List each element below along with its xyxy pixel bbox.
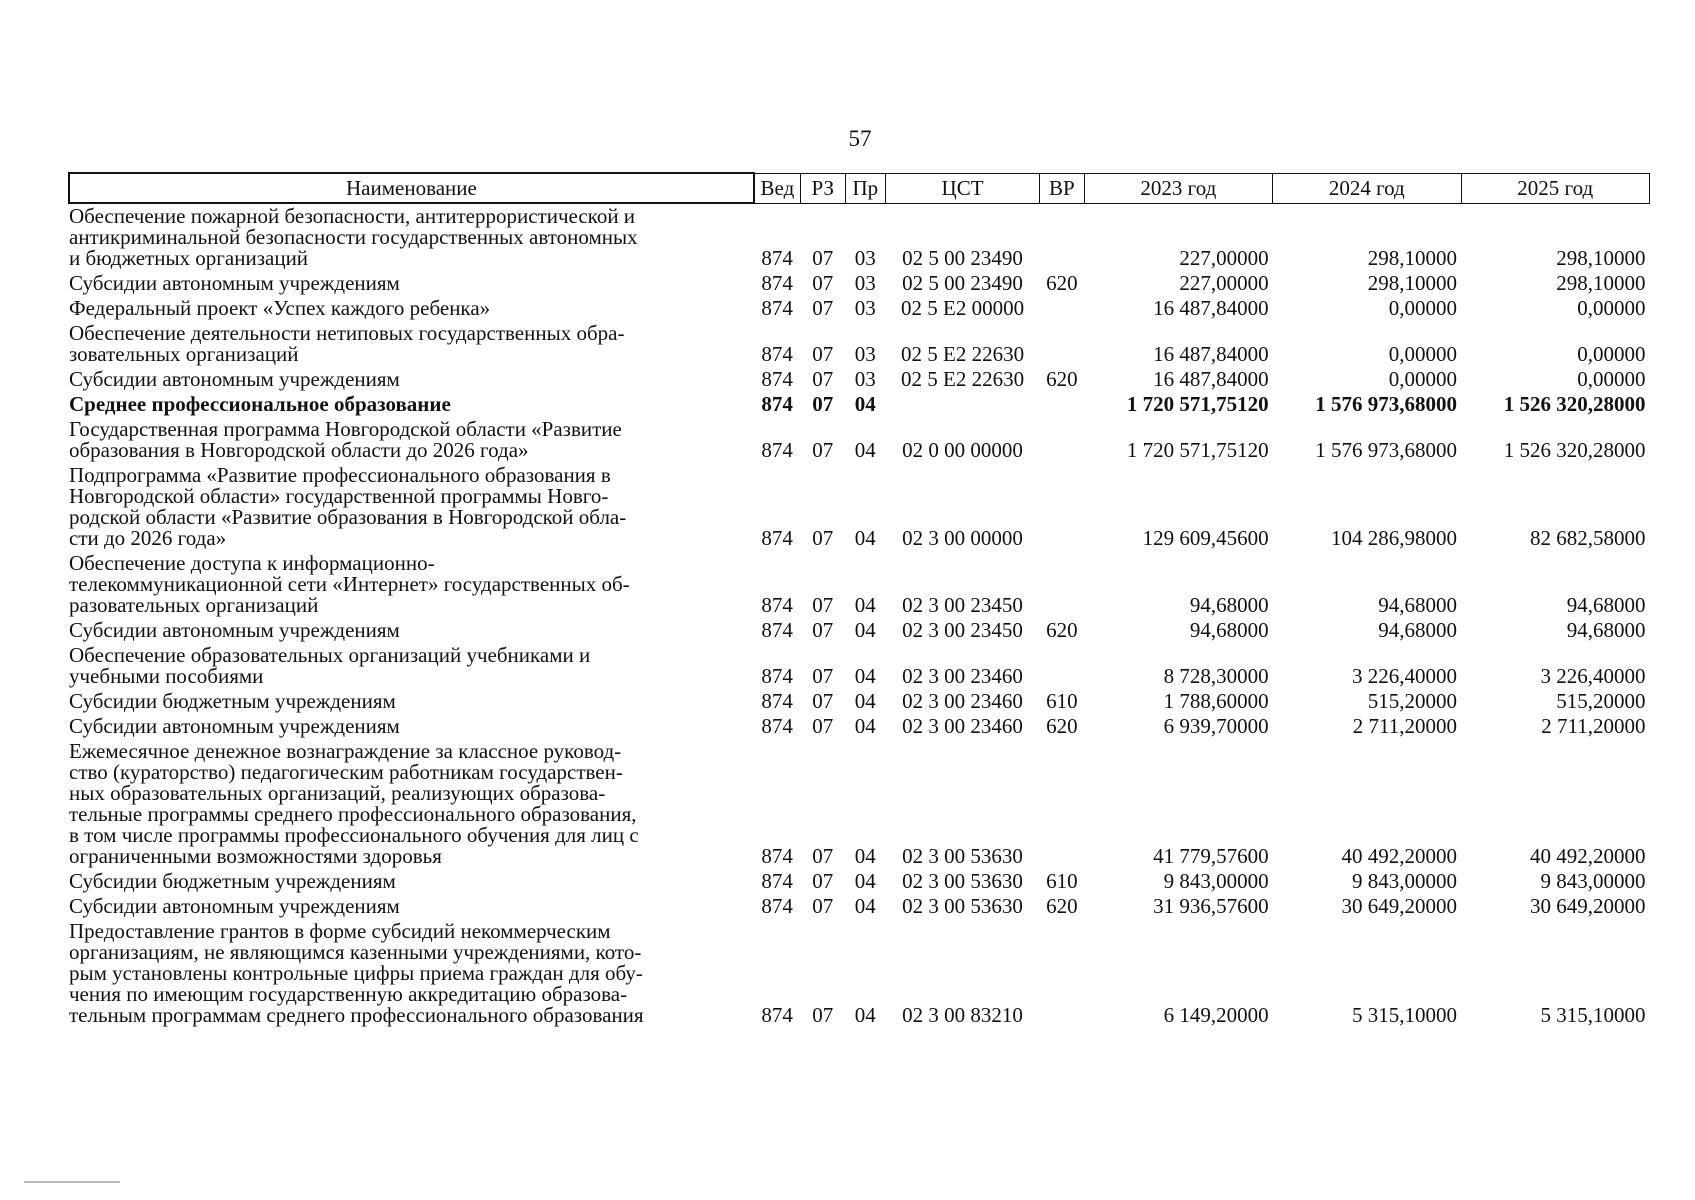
cell-ved: 874 xyxy=(761,593,793,617)
cell-2024: 298,10000 xyxy=(1367,271,1457,295)
cell-2023: 1 788,60000 xyxy=(1163,689,1269,713)
cell-cst: 02 3 00 23450 xyxy=(902,618,1023,642)
cell-2023: 94,68000 xyxy=(1189,593,1269,617)
cell-cst: 02 5 E2 00000 xyxy=(901,296,1025,320)
cell-2025: 298,10000 xyxy=(1556,271,1646,295)
cell-pr: 04 xyxy=(854,1003,876,1027)
cell-ved: 874 xyxy=(761,246,793,270)
cell-2025: 94,68000 xyxy=(1566,618,1646,642)
cell-2023: 1 720 571,75120 xyxy=(1126,392,1269,416)
cell-pr: 04 xyxy=(854,618,876,642)
cell-name: Субсидии автономным учреждениям xyxy=(69,714,400,738)
cell-2023: 1 720 571,75120 xyxy=(1126,438,1269,462)
cell-2023: 16 487,84000 xyxy=(1153,296,1269,320)
cell-cst: 02 5 00 23490 xyxy=(902,246,1023,270)
cell-ved: 874 xyxy=(761,714,793,738)
header-2025: 2025 год xyxy=(1461,173,1650,203)
cell-2025: 1 526 320,28000 xyxy=(1503,438,1646,462)
cell-2024: 298,10000 xyxy=(1367,246,1457,270)
table-body xyxy=(69,203,1650,1028)
cell-pr: 03 xyxy=(854,342,876,366)
cell-rz: 07 xyxy=(812,664,834,688)
cell-pr: 03 xyxy=(854,271,876,295)
cell-rz: 07 xyxy=(812,894,834,918)
cell-2024: 9 843,00000 xyxy=(1352,869,1457,893)
cell-2024: 40 492,20000 xyxy=(1341,844,1457,868)
cell-name: Субсидии автономным учреждениям xyxy=(69,618,400,642)
table-row xyxy=(69,643,1650,689)
cell-rz: 07 xyxy=(812,526,834,550)
cell-vr xyxy=(1040,551,1085,618)
cell-rz: 07 xyxy=(812,342,834,366)
table-row xyxy=(69,271,1650,296)
cell-2025: 3 226,40000 xyxy=(1540,664,1646,688)
cell-2025: 2 711,20000 xyxy=(1541,714,1646,738)
cell-vr xyxy=(1040,203,1085,271)
cell-2024: 30 649,20000 xyxy=(1341,894,1457,918)
table-row xyxy=(69,739,1650,869)
table-row xyxy=(69,463,1650,551)
cell-rz: 07 xyxy=(812,246,834,270)
cell-cst: 02 5 00 23490 xyxy=(902,271,1023,295)
cell-2024: 0,00000 xyxy=(1388,367,1457,391)
table-row xyxy=(69,392,1650,417)
cell-ved: 874 xyxy=(761,342,793,366)
cell-name: Обеспечение образовательных организаций учебниками и учебными пособиями xyxy=(69,643,591,688)
page-number: 57 xyxy=(848,126,872,151)
cell-vr: 620 xyxy=(1046,714,1078,738)
cell-pr: 04 xyxy=(854,689,876,713)
cell-2024: 104 286,98000 xyxy=(1331,526,1457,550)
cell-vr: 620 xyxy=(1046,894,1078,918)
cell-pr: 04 xyxy=(854,593,876,617)
cell-2023: 9 843,00000 xyxy=(1163,869,1269,893)
header-pr: Пр xyxy=(845,173,886,203)
cell-vr xyxy=(1040,739,1085,869)
cell-pr: 04 xyxy=(854,526,876,550)
header-rz: РЗ xyxy=(800,173,845,203)
cell-vr xyxy=(1040,919,1085,1028)
cell-cst: 02 5 E2 22630 xyxy=(901,367,1025,391)
cell-cst xyxy=(886,392,1040,417)
cell-2025: 9 843,00000 xyxy=(1540,869,1646,893)
cell-pr: 03 xyxy=(854,246,876,270)
cell-2023: 94,68000 xyxy=(1189,618,1269,642)
cell-cst: 02 3 00 00000 xyxy=(902,526,1023,550)
cell-2023: 227,00000 xyxy=(1179,271,1269,295)
cell-2023: 16 487,84000 xyxy=(1153,342,1269,366)
cell-2023: 6 149,20000 xyxy=(1163,1003,1269,1027)
cell-2023: 129 609,45600 xyxy=(1142,526,1269,550)
cell-pr: 04 xyxy=(854,438,876,462)
header-name: Наименование xyxy=(69,173,754,203)
cell-2023: 6 939,70000 xyxy=(1163,714,1269,738)
cell-rz: 07 xyxy=(812,844,834,868)
cell-vr xyxy=(1040,643,1085,689)
cell-ved: 874 xyxy=(761,844,793,868)
cell-cst: 02 3 00 53630 xyxy=(902,894,1023,918)
table-row xyxy=(69,919,1650,1028)
cell-ved: 874 xyxy=(761,664,793,688)
table-row xyxy=(69,296,1650,321)
cell-2023: 227,00000 xyxy=(1179,246,1269,270)
cell-cst: 02 5 E2 22630 xyxy=(901,342,1025,366)
table-row xyxy=(69,869,1650,894)
table-row xyxy=(69,689,1650,714)
cell-2024: 94,68000 xyxy=(1378,618,1457,642)
cell-pr: 04 xyxy=(854,392,876,416)
cell-pr: 04 xyxy=(854,714,876,738)
cell-ved: 874 xyxy=(761,367,793,391)
cell-2024: 2 711,20000 xyxy=(1352,714,1457,738)
cell-2023: 16 487,84000 xyxy=(1153,367,1269,391)
cell-2024: 0,00000 xyxy=(1388,296,1457,320)
cell-cst: 02 3 00 53630 xyxy=(902,869,1023,893)
cell-vr xyxy=(1040,392,1085,417)
cell-ved: 874 xyxy=(761,526,793,550)
cell-ved: 874 xyxy=(761,296,793,320)
cell-2025: 82 682,58000 xyxy=(1530,526,1646,550)
cell-rz: 07 xyxy=(812,1003,834,1027)
cell-rz: 07 xyxy=(812,296,834,320)
header-cst: ЦСТ xyxy=(886,173,1040,203)
cell-2025: 0,00000 xyxy=(1577,342,1646,366)
cell-cst: 02 3 00 83210 xyxy=(902,1003,1023,1027)
cell-2025: 0,00000 xyxy=(1577,367,1646,391)
cell-name: Субсидии автономным учреждениям xyxy=(69,271,400,295)
cell-2024: 0,00000 xyxy=(1388,342,1457,366)
cell-name: Субсидии автономным учреждениям xyxy=(69,367,400,391)
cell-name: Субсидии бюджетным учреждениям xyxy=(69,869,396,893)
cell-ved: 874 xyxy=(761,869,793,893)
header-2024: 2024 год xyxy=(1273,173,1461,203)
cell-vr xyxy=(1040,463,1085,551)
cell-name: Обеспечение пожарной безопасности, антитеррористической и антикриминальной безопасности государственных автономных и бюджетных организаций xyxy=(69,204,638,270)
table-header-row xyxy=(69,173,1650,203)
cell-vr: 610 xyxy=(1046,689,1078,713)
cell-2025: 298,10000 xyxy=(1556,246,1646,270)
cell-rz: 07 xyxy=(812,271,834,295)
cell-vr: 620 xyxy=(1046,367,1078,391)
cell-pr: 04 xyxy=(854,894,876,918)
cell-rz: 07 xyxy=(812,618,834,642)
table-row xyxy=(69,714,1650,739)
scan-artifact-line xyxy=(24,1181,120,1183)
cell-cst: 02 3 00 23460 xyxy=(902,689,1023,713)
cell-vr xyxy=(1040,417,1085,463)
cell-rz: 07 xyxy=(812,869,834,893)
cell-name: Государственная программа Новгородской области «Развитие образования в Новгородской области до 2026 года» xyxy=(69,417,622,462)
cell-2025: 0,00000 xyxy=(1577,296,1646,320)
cell-ved: 874 xyxy=(761,392,793,416)
cell-name: Субсидии автономным учреждениям xyxy=(69,894,400,918)
cell-2025: 94,68000 xyxy=(1566,593,1646,617)
cell-vr: 620 xyxy=(1046,618,1078,642)
table-row xyxy=(69,203,1650,271)
cell-rz: 07 xyxy=(812,438,834,462)
cell-cst: 02 3 00 23460 xyxy=(902,664,1023,688)
cell-pr: 04 xyxy=(854,869,876,893)
cell-ved: 874 xyxy=(761,689,793,713)
cell-2024: 1 576 973,68000 xyxy=(1315,438,1457,462)
cell-2023: 8 728,30000 xyxy=(1163,664,1269,688)
cell-2025: 515,20000 xyxy=(1556,689,1646,713)
cell-name: Субсидии бюджетным учреждениям xyxy=(69,689,396,713)
cell-name: Подпрограмма «Развитие профессионального образования в Новгородской области» государственной программы Новго- родской области «Развитие образования в Новгородской обла- сти до 2026 года» xyxy=(69,463,627,550)
cell-2024: 515,20000 xyxy=(1367,689,1457,713)
cell-vr: 620 xyxy=(1046,271,1078,295)
cell-pr: 03 xyxy=(854,367,876,391)
cell-vr xyxy=(1040,321,1085,367)
cell-cst: 02 0 00 00000 xyxy=(902,438,1023,462)
cell-name: Обеспечение деятельности нетиповых государственных обра- зовательных организаций xyxy=(69,321,625,366)
cell-rz: 07 xyxy=(812,593,834,617)
cell-rz: 07 xyxy=(812,367,834,391)
cell-rz: 07 xyxy=(812,689,834,713)
cell-cst: 02 3 00 53630 xyxy=(902,844,1023,868)
table-row xyxy=(69,321,1650,367)
header-2023: 2023 год xyxy=(1084,173,1272,203)
cell-ved: 874 xyxy=(761,618,793,642)
cell-2025: 1 526 320,28000 xyxy=(1503,392,1646,416)
table-row xyxy=(69,367,1650,392)
cell-2025: 40 492,20000 xyxy=(1530,844,1646,868)
budget-table xyxy=(68,172,1650,1028)
table-row xyxy=(69,551,1650,618)
cell-name: Среднее профессиональное образование xyxy=(69,392,451,416)
cell-pr: 04 xyxy=(854,844,876,868)
cell-name: Федеральный проект «Успех каждого ребенка» xyxy=(69,296,491,320)
cell-2025: 30 649,20000 xyxy=(1530,894,1646,918)
header-vr: ВР xyxy=(1040,173,1085,203)
table-row xyxy=(69,894,1650,919)
cell-rz: 07 xyxy=(812,392,834,416)
cell-vr: 610 xyxy=(1046,869,1078,893)
cell-rz: 07 xyxy=(812,714,834,738)
cell-ved: 874 xyxy=(761,1003,793,1027)
table-row xyxy=(69,417,1650,463)
cell-2025: 5 315,10000 xyxy=(1540,1003,1646,1027)
cell-cst: 02 3 00 23450 xyxy=(902,593,1023,617)
cell-2024: 5 315,10000 xyxy=(1352,1003,1457,1027)
cell-2024: 94,68000 xyxy=(1378,593,1457,617)
cell-pr: 03 xyxy=(854,296,876,320)
table-row xyxy=(69,618,1650,643)
header-ved: Вед xyxy=(754,173,801,203)
cell-ved: 874 xyxy=(761,894,793,918)
cell-2024: 3 226,40000 xyxy=(1352,664,1457,688)
cell-vr xyxy=(1040,296,1085,321)
cell-name: Ежемесячное денежное вознаграждение за классное руковод- ство (кураторство) педагогическим работникам государствен- ных образовательных организаций, реализующих образова- тельные программы среднего профессионального образования, в том числе программы профессионального обучения для лиц с ограниченными возможностями здоровья xyxy=(69,739,639,868)
cell-2024: 1 576 973,68000 xyxy=(1315,392,1457,416)
cell-ved: 874 xyxy=(761,438,793,462)
cell-2023: 31 936,57600 xyxy=(1153,894,1269,918)
cell-2023: 41 779,57600 xyxy=(1153,844,1269,868)
cell-ved: 874 xyxy=(761,271,793,295)
cell-name: Предоставление грантов в форме субсидий некоммерческим организациям, не являющимся казенными учреждениями, кото- рым установлены контрольные цифры приема граждан для обу- чения по имеющим государственную аккредитацию образова- тельным программам среднего профессионального образования xyxy=(69,919,644,1027)
cell-name: Обеспечение доступа к информационно- телекоммуникационной сети «Интернет» государственных об- разовательных организаций xyxy=(69,551,630,617)
cell-cst: 02 3 00 23460 xyxy=(902,714,1023,738)
cell-pr: 04 xyxy=(854,664,876,688)
